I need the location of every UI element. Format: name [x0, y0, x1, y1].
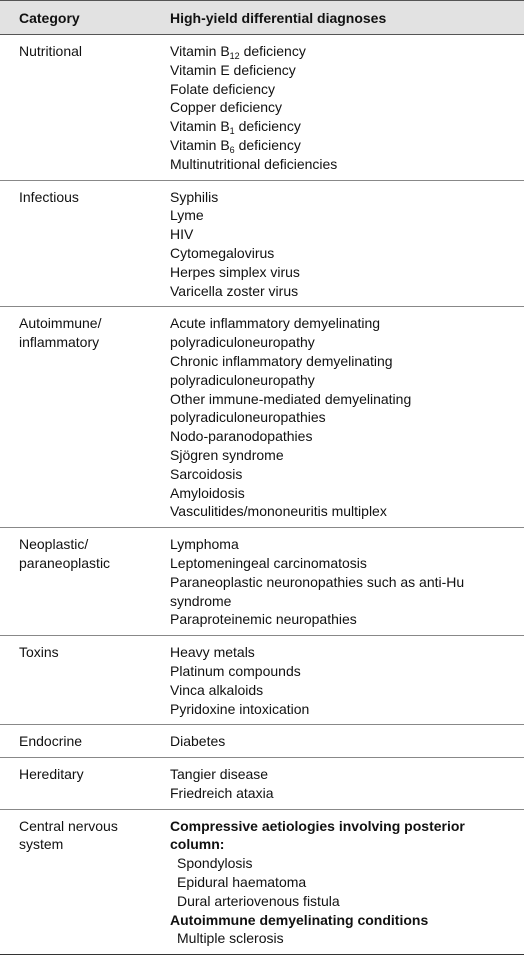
table-row — [0, 809, 524, 955]
subscript: 1 — [229, 126, 235, 137]
category-label: Central nervous — [19, 817, 118, 834]
diagnosis-text: Vitamin B — [170, 43, 230, 59]
category-cell — [0, 758, 170, 810]
diagnoses-cell — [170, 528, 524, 636]
category-cell — [0, 809, 170, 955]
category-label: system — [19, 836, 64, 853]
diagnosis-item: Platinum compounds — [170, 662, 301, 679]
table-row — [0, 180, 524, 307]
diagnosis-item: Autoimmune demyelinating conditions — [170, 911, 429, 928]
diagnoses-cell — [170, 307, 524, 528]
diagnoses-cell — [170, 758, 524, 810]
diagnosis-text: deficiency — [234, 136, 301, 153]
diagnosis-item: Amyloidosis — [170, 484, 245, 501]
table-row — [0, 636, 524, 725]
category-label: Endocrine — [19, 733, 83, 750]
diagnosis-item: Other immune-mediated demyelinating — [170, 390, 412, 407]
diagnosis-item: Sarcoidosis — [170, 465, 243, 482]
table-header-row — [0, 1, 524, 35]
category-label: Neoplastic/ — [19, 536, 89, 553]
diagnosis-item: Vinca alkaloids — [170, 681, 264, 698]
diagnosis-item: Sjögren syndrome — [170, 446, 284, 463]
table-row — [0, 725, 524, 758]
category-label: Nutritional — [19, 43, 83, 59]
diagnosis-item — [170, 117, 523, 136]
category-cell — [0, 35, 170, 181]
category-cell — [0, 636, 170, 725]
category-label: Infectious — [19, 188, 79, 205]
diagnosis-item: Herpes simplex virus — [170, 263, 300, 280]
diagnosis-item: Lyme — [170, 207, 204, 224]
category-cell — [0, 528, 170, 636]
diagnosis-item: HIV — [170, 226, 194, 243]
diagnosis-item: syndrome — [170, 592, 232, 609]
category-label: paraneoplastic — [19, 554, 111, 571]
diagnosis-text: Vitamin B — [170, 136, 230, 153]
table-row — [0, 35, 524, 181]
table-row — [0, 758, 524, 810]
subscript: 6 — [229, 144, 235, 155]
table-row — [0, 528, 524, 636]
diagnosis-text: deficiency — [234, 118, 301, 135]
diagnosis-item: Cytomegalovirus — [170, 244, 275, 261]
diagnosis-item: column: — [170, 836, 225, 853]
diagnosis-item: Multinutritional deficiencies — [170, 155, 338, 172]
diagnosis-item: Friedreich ataxia — [170, 784, 274, 801]
diagnosis-item — [170, 136, 523, 155]
diagnosis-item: polyradiculoneuropathy — [170, 334, 315, 351]
diagnosis-item: Varicella zoster virus — [170, 282, 299, 299]
category-label: Hereditary — [19, 766, 84, 783]
diagnosis-item: Leptomeningeal carcinomatosis — [170, 554, 367, 571]
diagnosis-item: Syphilis — [170, 188, 219, 205]
table-row — [0, 307, 524, 528]
diagnosis-item: Epidural haematoma — [177, 874, 307, 891]
diagnosis-item: Vitamin E deficiency — [170, 61, 296, 78]
diagnosis-text: Vitamin B — [170, 118, 230, 135]
diagnosis-item: Lymphoma — [170, 536, 239, 553]
category-label: Toxins — [19, 644, 59, 661]
diagnosis-item: Vasculitides/mononeuritis multiplex — [170, 503, 387, 520]
category-cell — [0, 725, 170, 758]
diagnosis-item: Dural arteriovenous fistula — [177, 892, 340, 909]
diagnosis-item: polyradiculoneuropathy — [170, 371, 315, 388]
category-cell — [0, 180, 170, 307]
category-label: Autoimmune/ — [19, 315, 102, 332]
diagnosis-item: Acute inflammatory demyelinating — [170, 315, 381, 332]
diagnosis-item: polyradiculoneuropathies — [170, 409, 326, 426]
diagnosis-item: Copper deficiency — [170, 99, 283, 116]
diagnosis-item: Multiple sclerosis — [177, 930, 284, 947]
diagnosis-item: Diabetes — [170, 733, 226, 750]
diagnoses-cell — [170, 35, 524, 181]
diagnosis-item: Nodo-paranodopathies — [170, 428, 313, 445]
diagnosis-item: Paraproteinemic neuropathies — [170, 611, 357, 628]
diagnosis-item: Spondylosis — [177, 855, 253, 872]
diagnosis-item: Tangier disease — [170, 766, 269, 783]
diagnosis-item: Paraneoplastic neuronopathies such as anti-Hu — [170, 573, 465, 590]
diagnoses-cell — [170, 809, 524, 955]
diagnosis-item: Heavy metals — [170, 644, 255, 661]
diagnoses-cell — [170, 636, 524, 725]
header-category: Category — [19, 9, 80, 26]
diagnosis-item: Chronic inflammatory demyelinating — [170, 352, 393, 369]
subscript: 12 — [229, 51, 240, 61]
diagnosis-text: deficiency — [239, 43, 306, 59]
diagnoses-cell — [170, 725, 524, 758]
category-label: inflammatory — [19, 334, 100, 351]
diagnosis-item — [170, 42, 523, 61]
table-body — [0, 35, 524, 955]
header-diagnoses: High-yield differential diagnoses — [170, 9, 387, 26]
diagnosis-item: Compressive aetiologies involving posterior — [170, 817, 465, 834]
category-cell — [0, 307, 170, 528]
diagnoses-cell — [170, 180, 524, 307]
diagnosis-item: Pyridoxine intoxication — [170, 700, 310, 717]
diagnosis-item: Folate deficiency — [170, 80, 276, 97]
